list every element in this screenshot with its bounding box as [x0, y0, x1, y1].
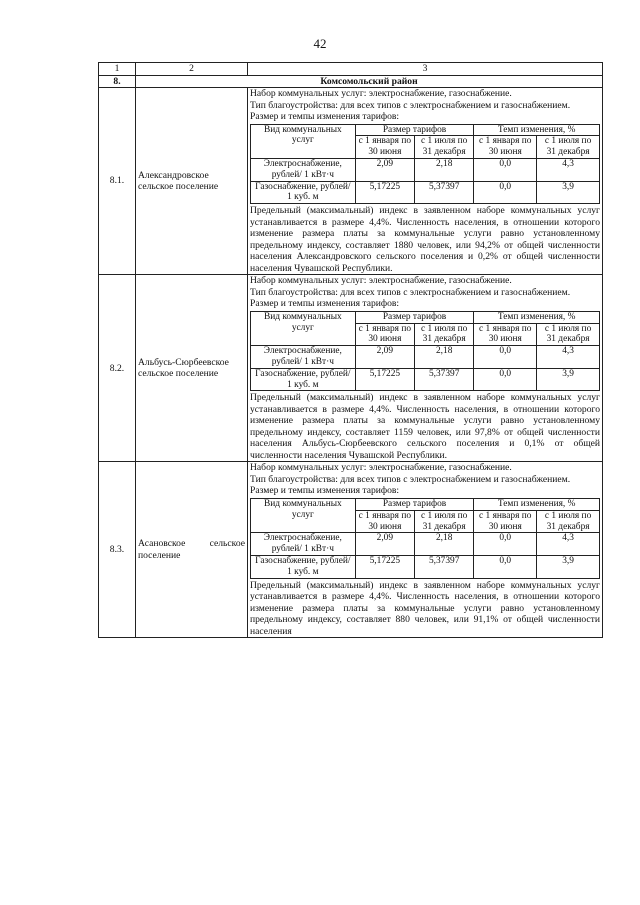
district-number: 8. — [99, 75, 136, 88]
rate-first-half: 0,0 — [474, 346, 537, 369]
service-type-header: Вид коммунальных услуг — [251, 311, 356, 345]
tariffs-caption: Размер и темпы изменения тарифов: — [250, 298, 400, 310]
period-header: с 1 июля по 31 декабря — [537, 136, 600, 159]
period-header: с 1 января по 30 июня — [355, 136, 414, 159]
tariff-first-half: 2,09 — [355, 533, 414, 556]
settlement-details — [248, 462, 603, 638]
service-type-header: Вид коммунальных услуг — [251, 498, 356, 532]
settlement-details — [248, 88, 603, 275]
service-name: Газоснабжение, рублей/ 1 куб. м — [251, 555, 356, 578]
tariff-second-half: 5,37397 — [415, 555, 474, 578]
tariff-row — [251, 181, 600, 204]
improvement-type: Тип благоустройства: для всех типов с электроснабжением и газоснабжением. — [250, 286, 571, 298]
tariff-second-half: 2,18 — [415, 158, 474, 181]
tariff-header-row — [251, 498, 600, 510]
tariff-document-table — [98, 62, 603, 638]
improvement-type: Тип благоустройства: для всех типов с электроснабжением и газоснабжением. — [250, 99, 571, 111]
settlement-name: Александровское сельское поселение — [136, 88, 248, 275]
tariff-second-half: 2,18 — [415, 533, 474, 556]
tariff-first-half: 5,17225 — [355, 555, 414, 578]
service-type-header: Вид коммунальных услуг — [251, 124, 356, 158]
tariff-first-half: 2,09 — [355, 158, 414, 181]
tariff-row — [251, 368, 600, 391]
tariff-first-half: 2,09 — [355, 346, 414, 369]
rate-first-half: 0,0 — [474, 555, 537, 578]
tariff-header-row — [251, 311, 600, 323]
service-name: Электроснабжение, рублей/ 1 кВт·ч — [251, 158, 356, 181]
tariff-size-header: Размер тарифов — [355, 124, 474, 136]
period-header: с 1 января по 30 июня — [355, 510, 414, 533]
period-header: с 1 января по 30 июня — [474, 136, 537, 159]
column-number-3: 3 — [248, 63, 603, 76]
rate-first-half: 0,0 — [474, 158, 537, 181]
rate-change-header: Темп изменения, % — [474, 311, 600, 323]
tariff-first-half: 5,17225 — [355, 368, 414, 391]
tariff-row — [251, 158, 600, 181]
settlement-row — [99, 275, 603, 462]
settlement-details — [248, 275, 603, 462]
column-number-1: 1 — [99, 63, 136, 76]
settlement-name: Альбусь-Сюрбеевское сельское поселение — [136, 275, 248, 462]
rate-change-header: Темп изменения, % — [474, 498, 600, 510]
tariff-table — [250, 124, 600, 205]
period-header: с 1 января по 30 июня — [474, 510, 537, 533]
rate-change-header: Темп изменения, % — [474, 124, 600, 136]
service-name: Газоснабжение, рублей/ 1 куб. м — [251, 181, 356, 204]
limit-index-text: Предельный (максимальный) индекс в заявленном наборе коммунальных услуг устанавливается в размере 4,4%. Численность населения, в отношении которого изменение размера платы за коммунальные услуги равно установленному предельному индексу, составляет 880 человек, или 91,1% от общей численности населения — [250, 579, 600, 637]
tariff-table — [250, 498, 600, 579]
district-row — [99, 75, 603, 88]
settlement-row — [99, 88, 603, 275]
tariff-size-header: Размер тарифов — [355, 498, 474, 510]
tariff-second-half: 5,37397 — [415, 181, 474, 204]
column-numbers-row — [99, 63, 603, 76]
rate-first-half: 0,0 — [474, 181, 537, 204]
tariff-second-half: 2,18 — [415, 346, 474, 369]
settlement-name: Асановское сельское поселение — [136, 462, 248, 638]
tariff-first-half: 5,17225 — [355, 181, 414, 204]
tariff-row — [251, 555, 600, 578]
period-header: с 1 января по 30 июня — [355, 323, 414, 346]
settlement-number: 8.3. — [99, 462, 136, 638]
settlement-number: 8.1. — [99, 88, 136, 275]
period-header: с 1 июля по 31 декабря — [415, 136, 474, 159]
tariff-row — [251, 533, 600, 556]
tariffs-caption: Размер и темпы изменения тарифов: — [250, 111, 400, 122]
tariffs-caption: Размер и темпы изменения тарифов: — [250, 485, 400, 497]
services-set: Набор коммунальных услуг: электроснабжение, газоснабжение. — [250, 275, 512, 287]
tariff-table — [250, 311, 600, 392]
period-header: с 1 января по 30 июня — [474, 323, 537, 346]
period-header: с 1 июля по 31 декабря — [537, 323, 600, 346]
district-name: Комсомольский район — [136, 75, 603, 88]
page-number: 42 — [313, 36, 327, 51]
improvement-type: Тип благоустройства: для всех типов с электроснабжением и газоснабжением. — [250, 473, 571, 485]
tariff-header-row — [251, 124, 600, 136]
rate-first-half: 0,0 — [474, 533, 537, 556]
rate-second-half: 3,9 — [537, 368, 600, 391]
rate-second-half: 3,9 — [537, 555, 600, 578]
rate-second-half: 4,3 — [537, 533, 600, 556]
limit-index-text: Предельный (максимальный) индекс в заявленном наборе коммунальных услуг устанавливается в размере 4,4%. Численность населения, в отношении которого изменение размера платы за коммунальные услуги равно установленному предельному индексу, составляет 1159 человек, или 97,8% от общей численности населения Альбусь-Сюрбеевского сельского поселения и 0,1% от общей численности населения Чувашской Республики. — [250, 392, 600, 461]
period-header: с 1 июля по 31 декабря — [537, 510, 600, 533]
settlement-number: 8.2. — [99, 275, 136, 462]
period-header: с 1 июля по 31 декабря — [415, 510, 474, 533]
service-name: Электроснабжение, рублей/ 1 кВт·ч — [251, 533, 356, 556]
rate-second-half: 4,3 — [537, 346, 600, 369]
period-header: с 1 июля по 31 декабря — [415, 323, 474, 346]
rate-second-half: 3,9 — [537, 181, 600, 204]
column-number-2: 2 — [136, 63, 248, 76]
services-set: Набор коммунальных услуг: электроснабжение, газоснабжение. — [250, 88, 512, 99]
tariff-size-header: Размер тарифов — [355, 311, 474, 323]
tariff-second-half: 5,37397 — [415, 368, 474, 391]
rate-second-half: 4,3 — [537, 158, 600, 181]
services-set: Набор коммунальных услуг: электроснабжение, газоснабжение. — [250, 462, 512, 474]
service-name: Электроснабжение, рублей/ 1 кВт·ч — [251, 346, 356, 369]
limit-index-text: Предельный (максимальный) индекс в заявленном наборе коммунальных услуг устанавливается в размере 4,4%. Численность населения, в отношении которого изменение размера платы за коммунальные услуги равно установленному предельному индексу, составляет 1880 человек, или 94,2% от общей численности населения Александровского сельского поселения и 0,2% от общей численности населения Чувашской Республики. — [250, 205, 600, 274]
service-name: Газоснабжение, рублей/ 1 куб. м — [251, 368, 356, 391]
rate-first-half: 0,0 — [474, 368, 537, 391]
tariff-row — [251, 346, 600, 369]
settlement-row — [99, 462, 603, 638]
